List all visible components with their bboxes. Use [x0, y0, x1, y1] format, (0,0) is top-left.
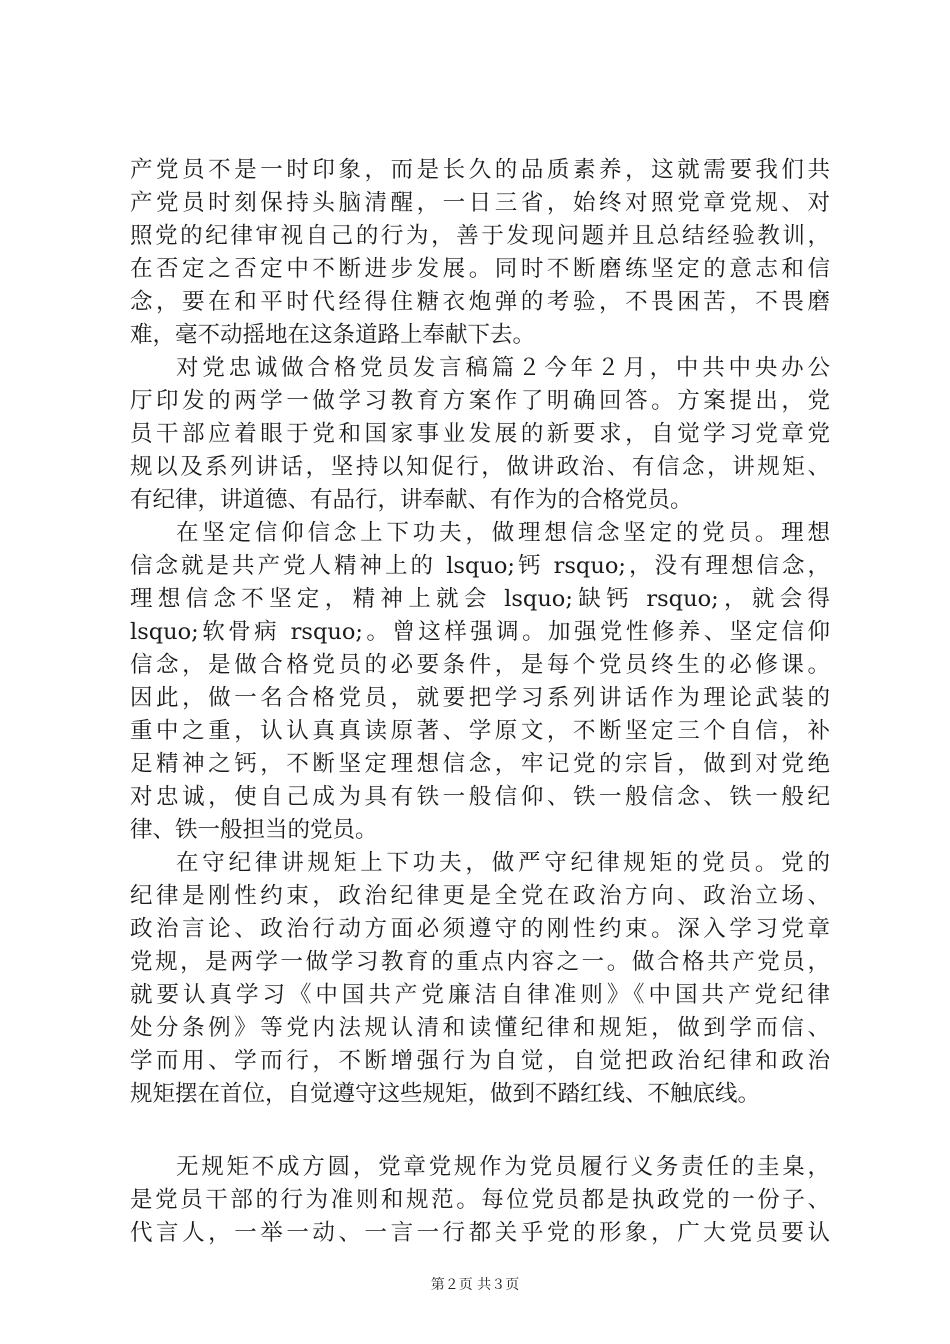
paragraph-gap	[130, 1111, 830, 1151]
text-line: 有纪律，讲道德、有品行，讲奉献、有作为的合格党员。	[130, 487, 693, 513]
text-line: 政治言论、政治行动方面必须遵守的刚性约束。深入学习党章	[130, 916, 830, 942]
text-line: 规矩摆在首位，自觉遵守这些规矩，做到不踏红线、不触底线。	[130, 1081, 761, 1107]
paragraph-start-line: 在坚定信仰信念上下功夫，做理想信念坚定的党员。理想	[176, 520, 830, 546]
document-body	[130, 154, 830, 1250]
text-line: lsquo;软骨病 rsquo;。曾这样强调。加强党性修养、坚定信仰	[130, 619, 830, 645]
text-line: 因此，做一名合格党员，就要把学习系列讲话作为理论武装的	[130, 685, 830, 711]
text-line: 纪律是刚性约束，政治纪律更是全党在政治方向、政治立场、	[130, 883, 830, 909]
paragraph-start-line: 对党忠诚做合格党员发言稿篇２今年２月，中共中央办公	[176, 355, 830, 381]
text-line: 重中之重，认认真真读原著、学原文，不断坚定三个自信，补	[130, 718, 830, 744]
text-line: 员干部应着眼于党和国家事业发展的新要求，自觉学习党章党	[130, 421, 830, 447]
text-line: 信念就是共产党人精神上的 lsquo;钙 rsquo;，没有理想信念，	[130, 553, 830, 579]
text-line: 产党员时刻保持头脑清醒，一日三省，始终对照党章党规、对	[130, 190, 830, 216]
text-line: 产党员不是一时印象，而是长久的品质素养，这就需要我们共	[130, 157, 830, 183]
text-line: 规以及系列讲话，坚持以知促行，做讲政治、有信念，讲规矩、	[130, 454, 830, 480]
text-line: 是党员干部的行为准则和规范。每位党员都是执政党的一份子、	[130, 1187, 830, 1213]
text-line: 难，毫不动摇地在这条道路上奉献下去。	[130, 322, 536, 348]
text-line: 足精神之钙，不断坚定理想信念，牢记党的宗旨，做到对党绝	[130, 751, 830, 777]
text-line: 理想信念不坚定，精神上就会 lsquo;缺钙 rsquo;，就会得	[130, 586, 830, 612]
text-line: 代言人，一举一动、一言一行都关乎党的形象，广大党员要认	[130, 1220, 830, 1246]
paragraph-start-line: 在守纪律讲规矩上下功夫，做严守纪律规矩的党员。党的	[176, 850, 830, 876]
paragraph-start-line: 无规矩不成方圆，党章党规作为党员履行义务责任的圭臬，	[176, 1154, 830, 1180]
text-line: 党规，是两学一做学习教育的重点内容之一。做合格共产党员，	[130, 949, 830, 975]
text-line: 律、铁一般担当的党员。	[130, 817, 378, 843]
text-line: 学而用、学而行，不断增强行为自觉，自觉把政治纪律和政治	[130, 1048, 830, 1074]
text-line: 厅印发的两学一做学习教育方案作了明确回答。方案提出，党	[130, 388, 830, 414]
text-line: 念，要在和平时代经得住糖衣炮弹的考验，不畏困苦，不畏磨	[130, 289, 830, 315]
text-line: 照党的纪律审视自己的行为，善于发现问题并且总结经验教训，	[130, 223, 830, 249]
text-line: 就要认真学习《中国共产党廉洁自律准则》《中国共产党纪律	[130, 982, 830, 1008]
text-line: 在否定之否定中不断进步发展。同时不断磨练坚定的意志和信	[130, 256, 830, 282]
text-line: 对忠诚，使自己成为具有铁一般信仰、铁一般信念、铁一般纪	[130, 784, 830, 810]
text-line: 信念，是做合格党员的必要条件，是每个党员终生的必修课。	[130, 652, 830, 678]
text-line: 处分条例》等党内法规认清和读懂纪律和规矩，做到学而信、	[130, 1015, 830, 1041]
page-number-footer: 第２页 共３页	[430, 1277, 520, 1293]
